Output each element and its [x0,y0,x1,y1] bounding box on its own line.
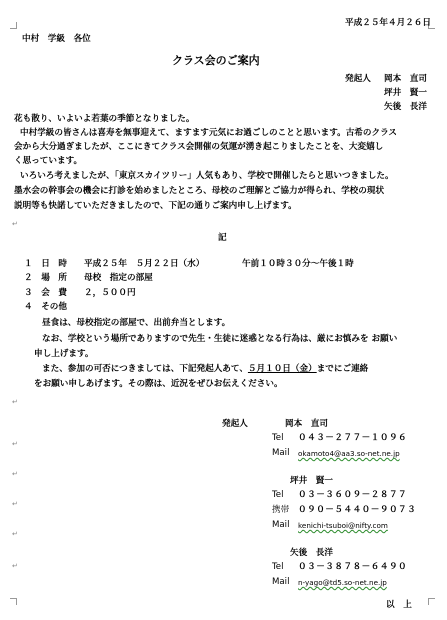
organizer-name: 岡本 直司 [384,74,427,84]
contact-name: 坪井 賢一 [290,476,333,486]
body-paragraph: 会から大分過ぎましたが、ここにきてクラス会開催の気運が湧き起こりましたことを、大変嬉し [14,142,384,152]
detail-note: なお、学校という場所でありますので先生・生徒に迷惑となる行為は、厳にお慎みを お願い [42,334,398,344]
detail-label: ２ 場 所 [24,273,67,283]
crop-mark-bottom-left [10,598,17,605]
body-paragraph: いろいろ考えましたが、「東京スカイツリー」人気もあり、学校で開催したらと思いつきました。 [20,171,394,181]
contact-tel-label: Tel [272,433,284,443]
contact-name: 岡本 直司 [285,419,328,429]
contact-mobile: ０９０－５４４０－９０７３ [298,505,417,515]
body-paragraph: 墨水会の幹事会の機会に打診を始めましたところ、母校のご理解とご協力が得られ、学校の現状 [14,186,385,196]
contact-mail: kenichi-tsuboi@nifty.com [298,521,388,530]
document-date: 平成２５年４月２６日 [345,18,431,28]
body-paragraph: 花も散り、いよいよ若葉の季節となりました。 [14,114,195,124]
page-title: クラス会のご案内 [172,54,260,67]
contact-mail-label: Mail [272,448,290,458]
paragraph-mark: ↵ [12,500,18,508]
note-text: また、参加の可否につきましては、下記発起人あて、 [42,364,248,374]
contacts-label: 発起人 [222,419,248,429]
detail-time: 午前１０時３０分～午後１時 [242,259,354,269]
paragraph-mark: ↵ [12,562,18,570]
organizer-name: 矢後 長洋 [384,102,427,112]
detail-value: 平成２５年 ５月２２日（水） [84,259,205,269]
contact-tel: ０３－３６０９－２８７７ [298,490,408,500]
detail-note: をお願い申しあげます。その際は、近況をぜひお伝えください。 [34,379,283,389]
paragraph-mark: ↵ [12,530,18,538]
detail-value: ２，５００円 [84,288,136,298]
paragraph-mark: ↵ [12,470,18,478]
detail-note: 昼食は、母校指定の部屋で、出前弁当とします。 [42,318,231,328]
closing-mark: 以 上 [386,600,412,610]
contact-mail-label: Mail [272,520,290,530]
contact-mobile-label: 携帯 [272,505,290,515]
contact-mail-label: Mail [272,577,290,587]
paragraph-mark: ↵ [12,220,18,228]
detail-note [42,364,368,375]
addressee: 中村 学級 各位 [22,34,91,44]
note-text: までにご連絡 [316,364,369,374]
contact-name: 矢後 長洋 [290,548,333,558]
organizer-name: 坪井 賢一 [384,88,427,98]
contact-tel: ０４３－２７７－１０９６ [298,433,408,443]
paragraph-mark: ↵ [12,440,18,448]
body-paragraph: く思っています。 [14,156,83,166]
body-paragraph: 中村学級の皆さんは喜寿を無事迎えて、ますます元気にお過ごしのことと思います。古希のクラス [20,128,398,138]
sender-label: 発起人 [345,74,371,84]
detail-label: ４ その他 [24,302,67,312]
contact-mail: okamoto4@aa3.so-net.ne.jp [298,449,400,458]
detail-label: １ 日 時 [24,259,67,269]
rsvp-deadline: ５月１０日（金） [247,364,317,374]
contact-tel-label: Tel [272,562,284,572]
contact-tel-label: Tel [272,490,284,500]
detail-note: 申し上げます。 [34,349,94,359]
contact-tel: ０３－３８７８－６４９０ [298,562,408,572]
contact-mail: n-yago@td5.so-net.ne.jp [298,578,387,587]
ki-heading: 記 [218,233,227,243]
detail-label: ３ 会 費 [24,288,67,298]
crop-mark-top-left [10,22,17,29]
detail-value: 母校 指定の部屋 [84,273,153,283]
paragraph-mark: ↵ [12,398,18,406]
crop-mark-bottom-right [428,598,435,605]
body-paragraph: 説明等も快諾していただきましたので、下記の通りご案内申し上げます。 [14,201,297,211]
